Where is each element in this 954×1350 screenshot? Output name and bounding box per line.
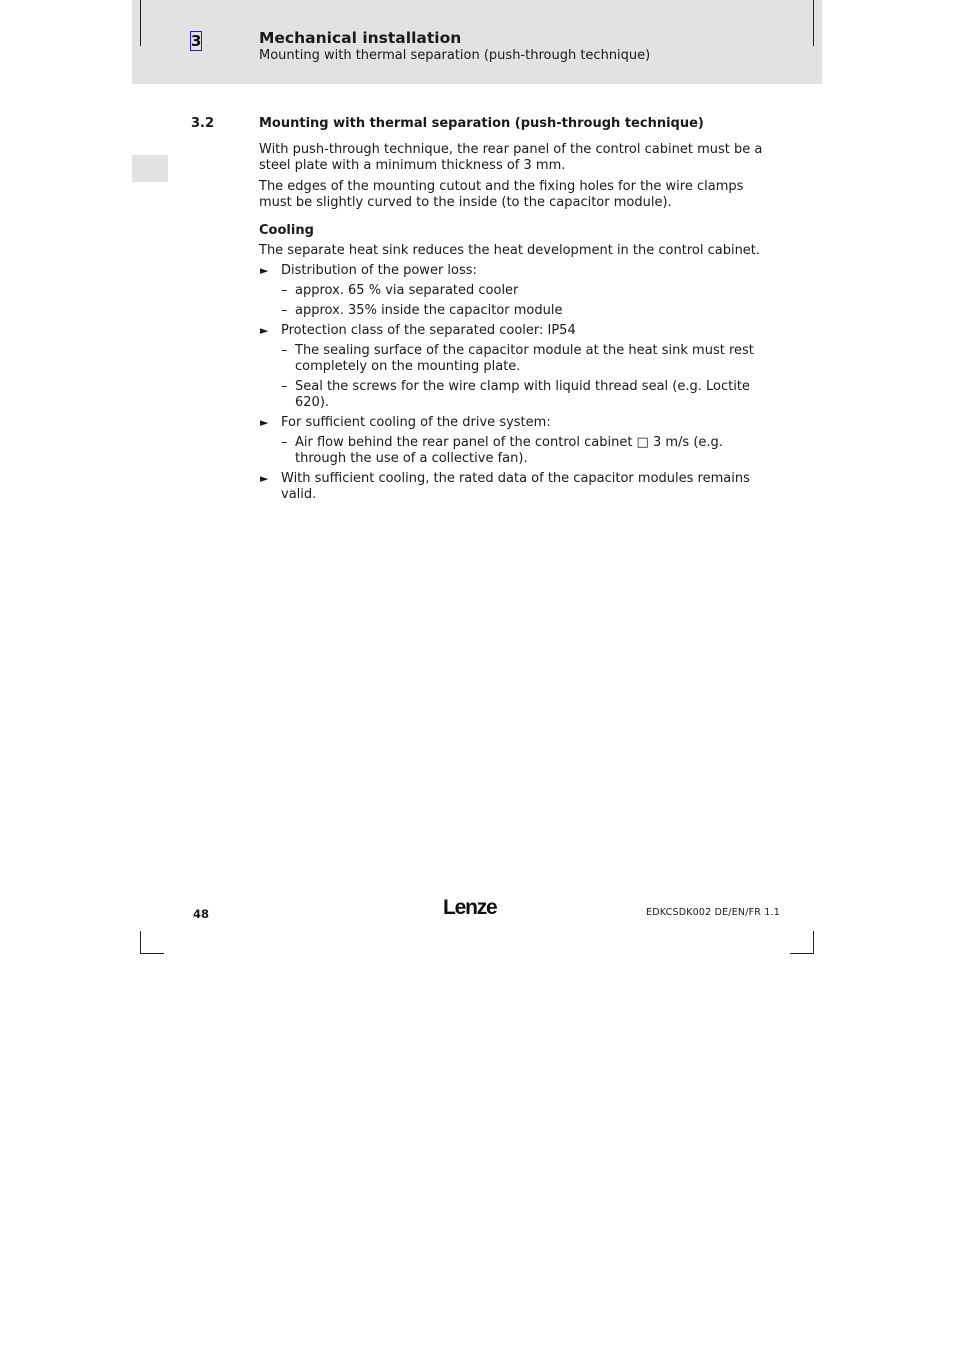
dash-icon: – (281, 283, 288, 298)
dash-icon: – (281, 303, 288, 318)
bullet-item (259, 415, 769, 467)
document-id: EDKCSDK002 DE/EN/FR 1.1 (646, 907, 781, 918)
sub-item (281, 283, 769, 299)
dash-icon: – (281, 379, 288, 394)
dash-icon: – (281, 343, 288, 358)
sub-list (281, 343, 769, 411)
crop-mark-top-left (140, 0, 141, 46)
crop-mark-bottom-right-h (790, 953, 814, 954)
bullet-list (259, 263, 769, 503)
side-tab-marker (132, 155, 168, 182)
header-subtitle: Mounting with thermal separation (push-through technique) (259, 48, 651, 63)
page-number: 48 (193, 907, 210, 921)
dash-icon: – (281, 435, 288, 450)
sub-item (281, 435, 769, 467)
crop-mark-bottom-right-v (813, 931, 814, 954)
bullet-item (259, 263, 769, 319)
section-number: 3.2 (191, 116, 215, 131)
cooling-intro: The separate heat sink reduces the heat development in the control cabinet. (259, 243, 761, 258)
bullet-text: With sufficient cooling, the rated data of the capacitor modules remains valid. (281, 471, 750, 502)
bullet-item (259, 323, 769, 411)
bullet-text: Distribution of the power loss: (281, 263, 477, 278)
sub-item-text: Air flow behind the rear panel of the control cabinet □ 3 m/s (e.g. through the use of a collective fan). (295, 435, 723, 466)
bullet-arrow-icon: ► (260, 264, 269, 277)
sub-item-text: The sealing surface of the capacitor module at the heat sink must rest completely on the mounting plate. (295, 343, 754, 374)
sub-item (281, 379, 769, 411)
sub-item-text: approx. 65 % via separated cooler (295, 283, 519, 298)
bullet-arrow-icon: ► (260, 472, 269, 485)
cooling-heading: Cooling (259, 223, 314, 238)
paragraph: With push-through technique, the rear panel of the control cabinet must be a steel plate with a minimum thickness of 3 mm. (259, 142, 763, 173)
section-title: Mounting with thermal separation (push-through technique) (259, 116, 704, 131)
sub-item (281, 343, 769, 375)
header-title: Mechanical installation (259, 29, 462, 47)
crop-mark-top-right (813, 0, 814, 46)
body-content (259, 142, 769, 503)
sub-item-text: Seal the screws for the wire clamp with liquid thread seal (e.g. Loctite 620). (295, 379, 750, 410)
bullet-arrow-icon: ► (260, 416, 269, 429)
crop-mark-bottom-left-h (140, 953, 164, 954)
bullet-text: For sufficient cooling of the drive system: (281, 415, 551, 430)
bullet-text: Protection class of the separated cooler: IP54 (281, 323, 576, 338)
sub-item-text: approx. 35% inside the capacitor module (295, 303, 563, 318)
crop-mark-bottom-left-v (140, 931, 141, 954)
paragraph: The edges of the mounting cutout and the fixing holes for the wire clamps must be slightly curved to the inside (to the capacitor module). (259, 179, 744, 210)
bullet-arrow-icon: ► (260, 324, 269, 337)
bullet-item (259, 471, 769, 503)
sub-item (281, 303, 769, 319)
lenze-logo: Lenze (443, 896, 497, 919)
header-band (132, 0, 822, 84)
chapter-number: 3 (191, 32, 202, 50)
sub-list (281, 283, 769, 319)
sub-list (281, 435, 769, 467)
